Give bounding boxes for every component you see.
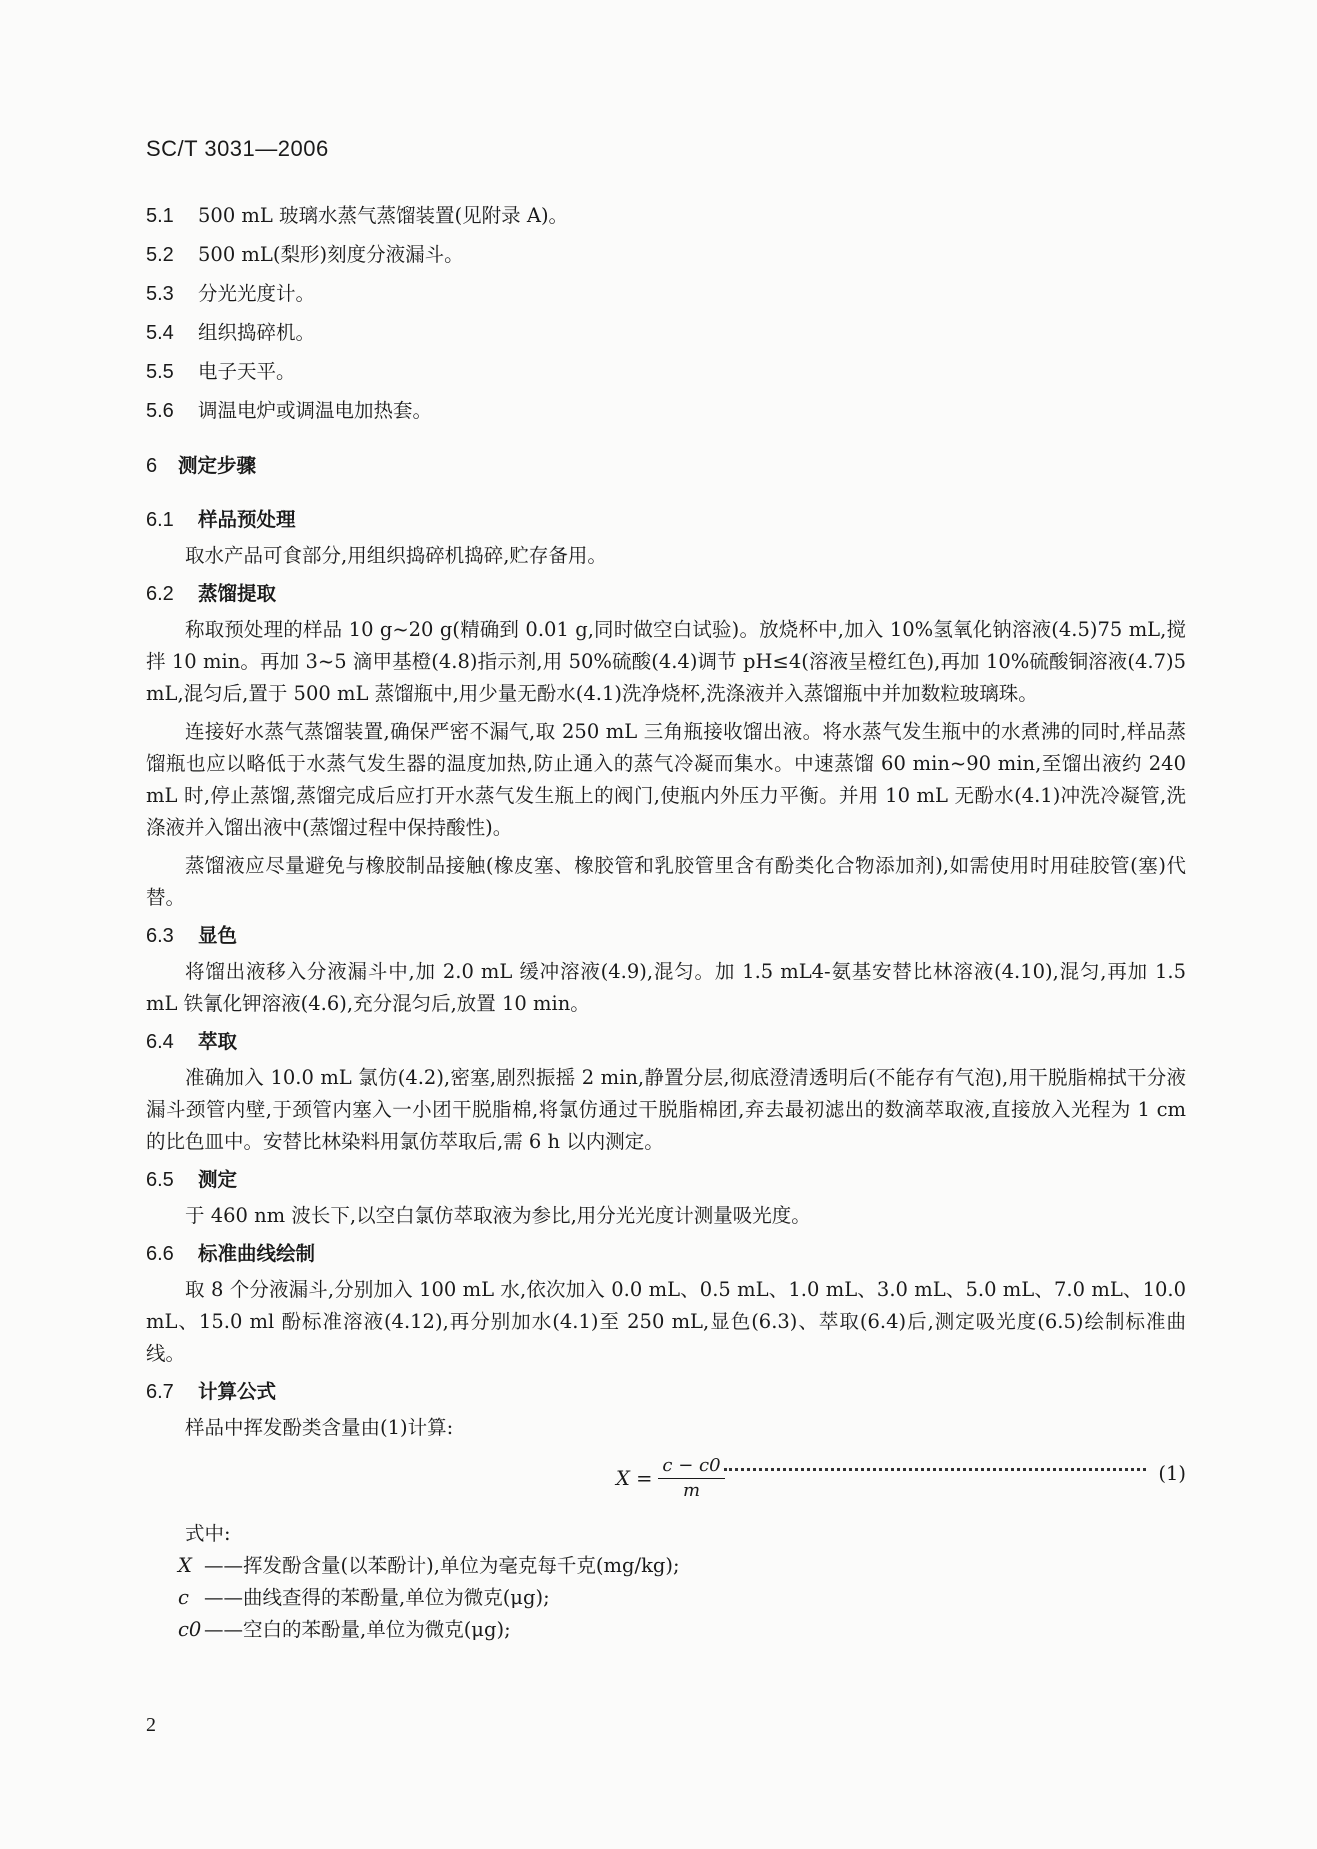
variable-definition: X ——挥发酚含量(以苯酚计),单位为毫克每千克(mg/kg); [178,1554,680,1577]
list-item: 5.1 500 mL 玻璃水蒸气蒸馏装置(见附录 A)。 [146,203,569,227]
list-item: 5.4 组织捣碎机。 [146,320,316,344]
dot-leader [724,1468,1146,1471]
subsection-heading: 6.7 计算公式 [146,1380,277,1403]
equation-number: (1) [1158,1462,1186,1485]
paragraph: 将馏出液移入分液漏斗中,加 2.0 mL 缓冲溶液(4.9),混匀。加 1.5 mL4-氨基安替比林溶液(4.10),混匀,再加 1.5 mL 铁氰化钾溶液(4.6),充分混匀后,放置 10 min。 [146,960,1186,1015]
list-item: 5.5 电子天平。 [146,359,296,383]
paragraph: 样品中挥发酚类含量由(1)计算: [185,1416,454,1439]
variable-definition: c0 ——空白的苯酚量,单位为微克(μg); [178,1618,511,1641]
subsection-heading: 6.6 标准曲线绘制 [146,1242,316,1265]
subsection-heading: 6.5 测定 [146,1168,238,1191]
formula-denominator: m [682,1480,701,1501]
paragraph: 取 8 个分液漏斗,分别加入 100 mL 水,依次加入 0.0 mL、0.5 mL、1.0 mL、3.0 mL、5.0 mL、7.0 mL、10.0 mL、15.0 ml 酚标准溶液(4.12),再分别加水(4.1)至 250 mL,显色(6.3)、萃取(6.4)后,测定吸光度(6.5)绘制标准曲线。 [146,1278,1186,1365]
document-header: SC/T 3031—2006 [146,136,329,161]
subsection-heading: 6.1 样品预处理 [146,508,296,531]
equipment-list [146,196,1186,430]
formula-lhs: X = [616,1466,653,1490]
paragraph: 取水产品可食部分,用组织捣碎机捣碎,贮存备用。 [185,544,607,567]
subsection-heading: 6.3 显色 [146,924,238,947]
where-label: 式中: [185,1522,231,1545]
list-item: 5.2 500 mL(梨形)刻度分液漏斗。 [146,242,464,266]
paragraph: 准确加入 10.0 mL 氯仿(4.2),密塞,剧烈振摇 2 min,静置分层,彻底澄清透明后(不能存有气泡),用干脱脂棉拭干分液漏斗颈管内壁,于颈管内塞入一小团干脱脂棉,将氯仿通过干脱脂棉团,弃去最初滤出的数滴萃取液,直接放入光程为 1 cm 的比色皿中。安替比林染料用氯仿萃取后,需 6 h 以内测定。 [146,1066,1186,1153]
paragraph: 蒸馏液应尽量避免与橡胶制品接触(橡皮塞、橡胶管和乳胶管里含有酚类化合物添加剂),如需使用时用硅胶管(塞)代替。 [146,854,1186,909]
list-item: 5.3 分光光度计。 [146,281,316,305]
document-body [146,196,1186,1646]
paragraph: 称取预处理的样品 10 g~20 g(精确到 0.01 g,同时做空白试验)。放烧杯中,加入 10%氢氧化钠溶液(4.5)75 mL,搅拌 10 min。再加 3~5 滴甲基橙(4.8)指示剂,用 50%硫酸(4.4)调节 pH≤4(溶液呈橙红色),再加 10%硫酸铜溶液(4.7)5 mL,混匀后,置于 500 mL 蒸馏瓶中,用少量无酚水(4.1)洗净烧杯,洗涤液并入蒸馏瓶中并加数粒玻璃珠。 [146,618,1186,705]
list-item: 5.6 调温电炉或调温电加热套。 [146,398,433,422]
page-number: 2 [146,1714,156,1736]
variable-definition: c ——曲线查得的苯酚量,单位为微克(μg); [178,1586,550,1609]
formula-numerator: c − c0 [658,1454,724,1479]
subsection-heading: 6.4 萃取 [146,1030,238,1053]
section-heading: 6 测定步骤 [146,454,257,477]
paragraph: 连接好水蒸气蒸馏装置,确保严密不漏气,取 250 mL 三角瓶接收馏出液。将水蒸气发生瓶中的水煮沸的同时,样品蒸馏瓶也应以略低于水蒸气发生器的温度加热,防止通入的蒸气冷凝而集水。中速蒸馏 60 min~90 min,至馏出液约 240 mL 时,停止蒸馏,蒸馏完成后应打开水蒸气发生瓶上的阀门,使瓶内外压力平衡。并用 10 mL 无酚水(4.1)冲洗冷凝管,洗涤液并入馏出液中(蒸馏过程中保持酸性)。 [146,720,1186,839]
formula [146,1448,1186,1518]
subsection-heading: 6.2 蒸馏提取 [146,582,277,605]
paragraph: 于 460 nm 波长下,以空白氯仿萃取液为参比,用分光光度计测量吸光度。 [185,1204,811,1227]
